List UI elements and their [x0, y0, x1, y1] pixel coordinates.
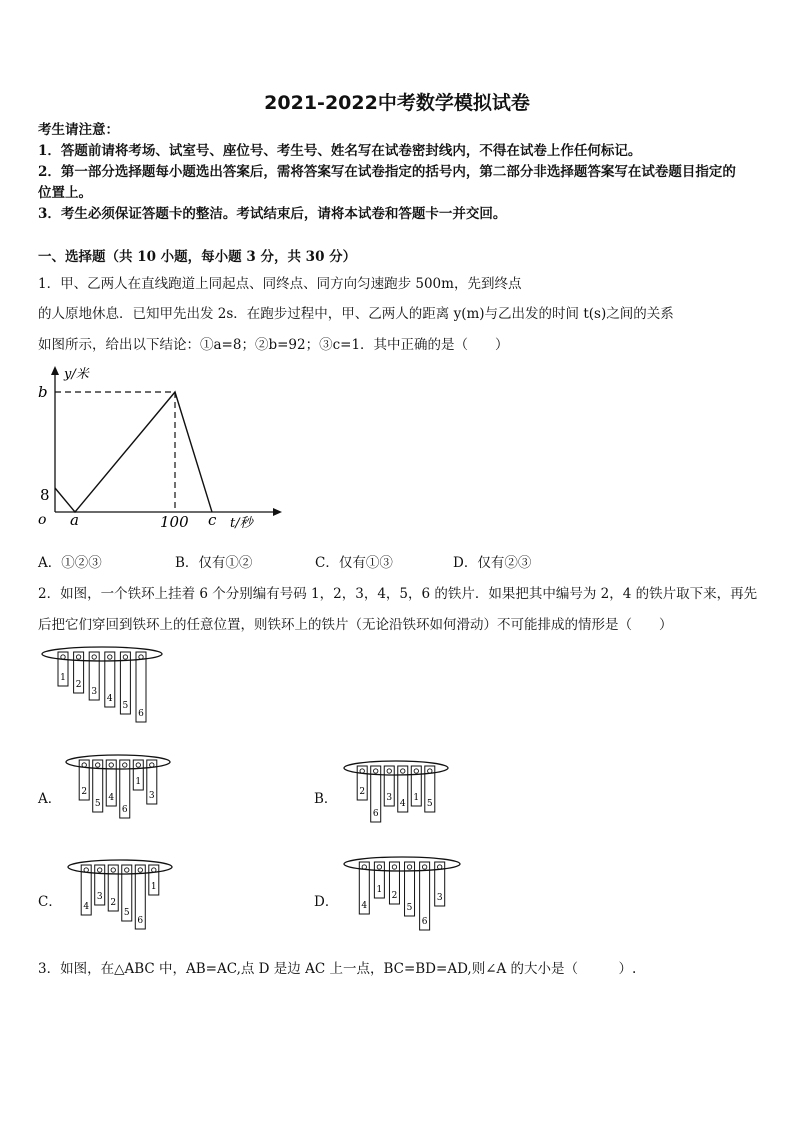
tag-number: 6	[121, 805, 128, 815]
tag-number: 2	[110, 898, 117, 908]
ring-figure-main	[38, 642, 166, 734]
ring-figure-option-c[interactable]	[64, 855, 176, 941]
tag-number: 4	[106, 694, 113, 704]
x-tick-100: 100	[160, 513, 189, 531]
notice-block	[38, 120, 768, 225]
tag-number: 3	[386, 793, 393, 803]
notice-line: 1．答题前请将考场、试室号、座位号、考生号、姓名写在试卷密封线内，不得在试卷上作任何标记。	[38, 143, 642, 159]
q1-option-d[interactable]: D．仅有②③	[453, 555, 532, 571]
tag-hole	[401, 769, 405, 773]
q1-option-b[interactable]: B．仅有①②	[175, 555, 253, 571]
tag-number: 1	[376, 885, 383, 895]
tag-hole	[111, 868, 115, 872]
tag-hole	[387, 769, 391, 773]
distance-curve	[55, 392, 212, 512]
q1-line-2: 的人原地休息．已知甲先出发 2s．在跑步过程中，甲、乙两人的距离 y(m)与乙出发的时间 t(s)之间的关系	[38, 306, 674, 322]
x-axis-arrow	[273, 508, 282, 516]
q1-option-c[interactable]: C．仅有①③	[315, 555, 393, 571]
tag-hole	[76, 655, 80, 659]
tag-number: 1	[413, 793, 420, 803]
tag-number: 4	[83, 902, 90, 912]
tag-number: 5	[122, 701, 129, 711]
q1-option-a[interactable]: A．①②③	[38, 555, 102, 571]
tag-hole	[96, 763, 100, 767]
tag-hole	[414, 769, 418, 773]
tag-number: 1	[150, 882, 157, 892]
y-axis-arrow	[51, 366, 59, 375]
tag-number: 4	[108, 793, 115, 803]
notice-line: 2．第一部分选择题每小题选出答案后，需将答案写在试卷指定的括号内，第二部分非选择题答案写在试卷题目指定的	[38, 164, 736, 180]
tag-number: 5	[426, 799, 433, 809]
tag-hole	[374, 769, 378, 773]
q2-option-d-label[interactable]: D．	[314, 894, 339, 910]
x-tick-a: a	[70, 511, 79, 529]
tag-hole	[98, 868, 102, 872]
q2-option-b-label[interactable]: B．	[314, 791, 338, 807]
tag-number: 3	[96, 892, 103, 902]
tag-number: 4	[399, 799, 406, 809]
tag-number: 5	[406, 903, 413, 913]
notice-line: 位置上。	[38, 185, 92, 201]
x-axis-label: t/秒	[230, 516, 253, 531]
tag-number: 6	[421, 917, 428, 927]
tag-hole	[109, 763, 113, 767]
tag-number: 4	[361, 901, 368, 911]
tag-hole	[392, 865, 396, 869]
tag-number: 3	[148, 791, 155, 801]
tag-hole	[123, 763, 127, 767]
x-tick-c: c	[208, 511, 217, 529]
tag-hole	[123, 655, 127, 659]
tag-number: 1	[135, 777, 142, 787]
tag-number: 1	[60, 673, 66, 683]
tag-number: 3	[436, 893, 443, 903]
page-title: 2021-2022中考数学模拟试卷	[264, 92, 530, 114]
tag-hole	[136, 763, 140, 767]
tag-number: 5	[94, 799, 101, 809]
tag-hole	[138, 868, 142, 872]
tag-number: 5	[123, 908, 130, 918]
q1-line-1: 1．甲、乙两人在直线跑道上同起点、同终点、同方向匀速跑步 500m，先到终点	[38, 276, 522, 292]
q1-line-3: 如图所示，给出以下结论：①a=8；②b=92；③c=1．其中正确的是（ ）	[38, 337, 509, 353]
y-axis-label: y/米	[64, 367, 89, 382]
tag-number: 2	[75, 680, 82, 690]
tag-hole	[422, 865, 426, 869]
q2-line-1: 2．如图，一个铁环上挂着 6 个分别编有号码 1，2，3，4，5，6 的铁片．如果把其中编号为 2，4 的铁片取下来，再先	[38, 586, 758, 602]
tag-hole	[125, 868, 129, 872]
section-heading: 一、选择题（共 10 小题，每小题 3 分，共 30 分）	[38, 249, 357, 265]
tag-hole	[108, 655, 112, 659]
q2-option-c-label[interactable]: C．	[38, 894, 62, 910]
q1-distance-graph	[30, 362, 290, 534]
y-tick-b: b	[38, 383, 48, 401]
tag-hole	[92, 655, 96, 659]
tag-number: 6	[138, 709, 144, 719]
origin-label: o	[38, 512, 47, 528]
tag-number: 2	[81, 787, 88, 797]
q3-line: 3．如图，在△ABC 中，AB=AC,点 D 是边 AC 上一点，BC=BD=AD,则∠A 的大小是（ ）.	[38, 961, 637, 977]
tag-number: 6	[372, 809, 379, 819]
ring-figure-option-d[interactable]	[340, 852, 464, 942]
tag-number: 2	[391, 891, 398, 901]
y-tick-8: 8	[40, 486, 50, 504]
q2-line-2: 后把它们穿回到铁环上的任意位置，则铁环上的铁片（无论沿铁环如何滑动）不可能排成的情形是（ ）	[38, 617, 673, 633]
tag-hole	[407, 865, 411, 869]
ring-figure-option-a[interactable]	[62, 750, 174, 834]
ring-figure-option-b[interactable]	[340, 756, 452, 834]
tag-hole	[377, 865, 381, 869]
tag-number: 3	[91, 687, 98, 697]
notice-heading: 考生请注意：	[38, 122, 119, 138]
notice-line: 3．考生必须保证答题卡的整洁。考试结束后，请将本试卷和答题卡一并交回。	[38, 206, 507, 222]
tag-number: 6	[137, 916, 144, 926]
tag-number: 2	[359, 787, 366, 797]
q2-option-a-label[interactable]: A．	[38, 791, 62, 807]
